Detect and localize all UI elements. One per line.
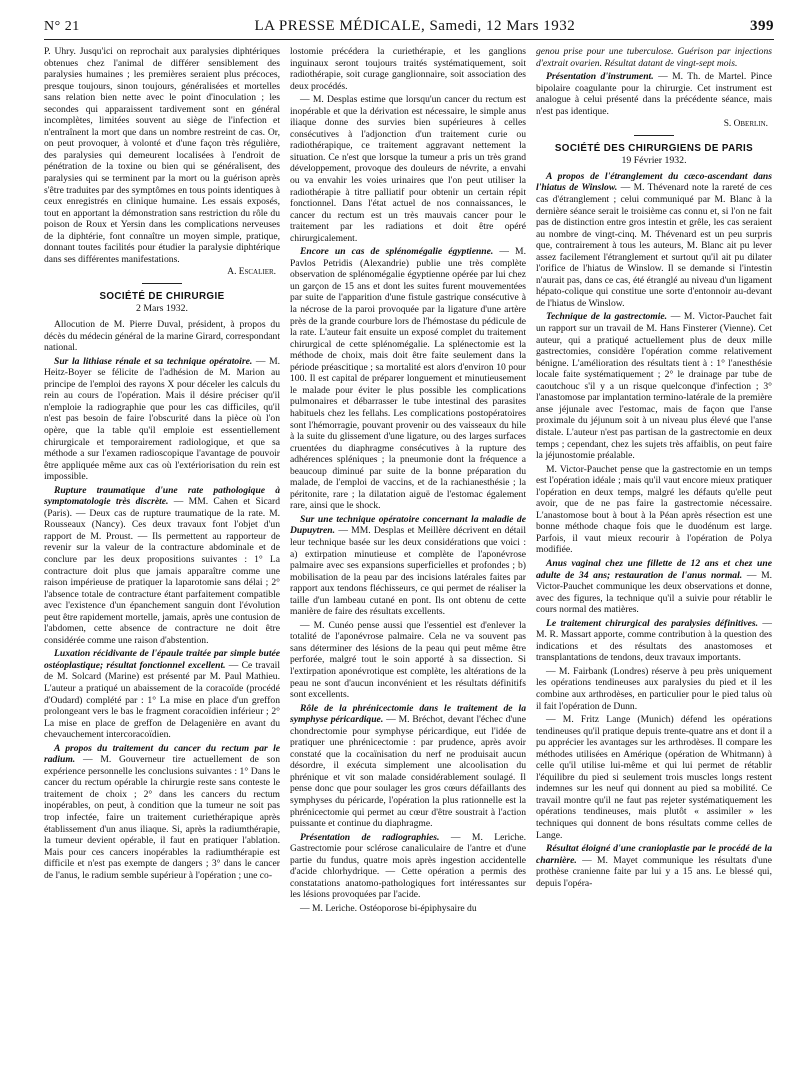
article-body: — M. R. Massart apporte, comme contribution à la question des indications et des résultats des anastomoses et transplantations de tendons, deux travaux importants. xyxy=(536,617,772,664)
article-title: Présentation de radiographies. xyxy=(300,831,440,843)
article-title: Luxation récidivante de l'épaule traitée par simple butée ostéoplastique; résultat fonctionnel excellent. xyxy=(44,648,280,671)
article-body: — MM. Desplas et Meillère décrivent en détail leur technique basée sur les deux considérations que voici : a) extirpation minutieuse et complète de l'aponévrose palmaire avec ses expansions superficielles et profondes ; b) mobilisation de la peau par des incisions latérales faites par rapport aux tendons fléchisseurs, ce qui permet de réaliser la taille d'un lambeau cutané en pont. Ils ont obtenu de cette manière de faire des résultats excellents. xyxy=(290,525,526,618)
article-body: — M. Heitz-Boyer se félicite de l'adhésion de M. Marion au principe de l'emploi des rayons X pour déceler les calculs du rein au cours de l'opération. Mais il désire préciser qu'il n'emploie la radiographie que pour les cas difficiles, qu'il n'est pas besoin de faire l'obscurité dans la pièce où l'on opère, que la table qu'il emploie est essentiellement chirurgicale et temporairement radiologique, et que sa méthode a sur l'examen radioscopique l'avantage de pouvoir être appliquée même aux cas où l'extériorisation du rein est impossible. xyxy=(44,355,281,483)
article xyxy=(536,558,772,616)
article xyxy=(290,832,526,901)
article-title: Sur une technique opératoire concernant la maladie de Dupuytren. xyxy=(290,513,526,537)
paragraph: — M. Leriche. Ostéoporose bi-épiphysaire du xyxy=(300,902,477,914)
paragraph: P. Uhry. Jusqu'ici on reprochait aux paralysies diphtériques obtenues chez l'animal de différer sensiblement des paralysies humaines ; les premières seraient plus précoces, presque toujours, sinon toujours, généralisées et mortelles sans relation bien nette avec le point d'inoculation ; les secondes qui apparaissent tardivement sont en général incomplètes, limitées souvent au siège de l'infection et n'entraînent la mort que dans un nombre restreint de cas. Or, on peut provoquer, à volonté et d'une façon très régulière, des paralysies qui demeurent localisées à l'endroit de pénétration de la toxine ou bien qui se généralisent, des paralysies qui se terminent par la mort ou la guérison après s'être traduites par des symptômes en tous points identiques à ceux enregistrés en clinique humaine. Les essais exposés, tout en apportant la démonstration sans restriction du rôle du poison de Roux et Yersin dans les complications nerveuses de la diphtérie, font connaître un moyen simple, pratique, donnant toutes facilités pour étudier la paralysie diphtérique dans ses différentes manifestations. xyxy=(44,46,280,265)
article xyxy=(44,356,280,483)
article-body: — M. Victor-Pauchet communique les deux observations et donne, avec des figures, la technique qu'il a suivie pour rétablir le cours normal des matières. xyxy=(536,569,773,616)
section-heading: SOCIÉTÉ DES CHIRURGIENS DE PARIS xyxy=(554,142,754,154)
article xyxy=(536,71,772,117)
session-date: 19 Février 1932. xyxy=(621,155,687,167)
paragraph: Allocution de M. Pierre Duval, président, à propos du décès du médecin général de la marine Girard, correspondant national. xyxy=(44,319,280,354)
article-body: — M. Th. de Martel. Pince bipolaire coagulante pour la chirurgie. Cet instrument est analogue à celui présenté dans la précédente séance, mais n'est pas identique. xyxy=(536,71,773,117)
section-heading: SOCIÉTÉ DE CHIRURGIE xyxy=(99,290,225,302)
article-title: Rupture traumatique d'une rate pathologique à symptomatologie très discrète. xyxy=(44,484,280,508)
page-header xyxy=(44,18,774,40)
article-title: Encore un cas de splénomégalie égyptienne. xyxy=(300,246,494,258)
session-date: 2 Mars 1932. xyxy=(136,303,188,315)
article-columns xyxy=(44,46,774,1066)
article-title: Sur la lithiase rénale et sa technique opératoire. xyxy=(54,355,253,367)
paragraph: — M. Cunéo pense aussi que l'essentiel est d'enlever la totalité de l'aponévrose palmaire. Cela ne va souvent pas sans déterminer des lésions de la peau qui peut même être perforée, malgré tout le soin apporté à sa dissection. Si l'extirpation aponévrotique est complète, les altérations de la peau ne sont d'aucun inconvénient et les résultats définitifs sont excellents. xyxy=(290,619,526,701)
column-3 xyxy=(536,46,772,1066)
article-body: — M. Leriche. Gastrectomie pour sclérose canaliculaire de l'antre et d'une partie du fundus, quatre mois après ingestion accidentelle d'acide chlorhydrique. — Cette opération a permis des constatations anatomo-pathologiques fort intéressantes sur les lésions provoquées par l'acide. xyxy=(290,831,526,901)
article-title: Résultat éloigné d'une cranioplastie par le procédé de la charnière. xyxy=(536,843,772,866)
article-body: — M. Gouverneur tire actuellement de son expérience personnelle les conclusions suivantes : 1° Dans le cancer du rectum opérable la chirurgie reste sans conteste le traitement de choix ; 2° dans les cancers du rectum inopérables, on peut, à condition que la tumeur ne soit pas trop infectée, faire un traitement curiethérapique après établissement d'un anus iliaque. Si, après la radiumthérapie, la tumeur devient opérable, il faut en pratiquer l'ablation. Mais pour ces cancers inopérables la radiumthérapie est difficile et n'est pas exempte de dangers ; 3° dans le cancer de l'anus, le radium semble supérieur à l'opération ; une co- xyxy=(44,754,280,881)
article xyxy=(290,246,526,512)
article-body: — M. Mayet communique les résultats d'une prothèse cranienne faite par lui y a 15 ans. Le blessé qui, depuis l'opéra- xyxy=(536,854,772,889)
article-body: — M. Victor-Pauchet fait un rapport sur un travail de M. Hans Finsterer (Vienne). Cet auteur, qui a pratiqué actuellement plus de deux mille gastrectomies, considère l'opération comme relativement bénigne. L'amélioration des résultats tient à : 1° l'anesthésie locale faite systématiquement ; 2° le drainage par tube de caoutchouc s'il y a un risque quelconque d'infection ; 3° l'anastomose par implantation termino-latérale de la première anse jéjunale avec l'estomac, mais de façon que l'anse proximale du jéjunum soit à un niveau plus élevé que l'anse distale. L'auteur n'est pas partisan de la gastrectomie en deux temps ; cependant, chez les sujets très affaiblis, on peut faire la jéjunostomie préalable. xyxy=(536,311,772,462)
journal-title: LA PRESSE MÉDICALE, Samedi, 12 Mars 1932 xyxy=(254,18,576,34)
issue-number: N° 21 xyxy=(44,19,80,34)
article-body: — M. Thévenard note la rareté de ces cas d'étranglement ; celui communiqué par M. Blanc à la dernière séance serait le troisième cas connu et, si l'on ne fait pas de distinction entre gros intestin et grêle, les cas seraient au nombre de vingt-cinq. M. Thévenard est un peu surpris que, contrairement à tous les auteurs, M. Blanc ait pu lever assez facilement l'étranglement et surtout qu'il ait pu dilater l'orifice de l'hiatus de Winslow. Il se demande si l'intestin n'aurait pas, dans ce cas, été étranglé au niveau d'un ligament hépato-colique qui constitue une sorte d'entonnoir au-devant de l'hiatus de Winslow. xyxy=(536,182,773,309)
article-body: — Ce travail de M. Solcard (Marine) est présenté par M. Paul Mathieu. L'auteur a pratiqué un abaissement de la coracoïde (procédé d'Oudard) complété par : 1° La mise en place d'un greffon prolongeant vers le bas le fragment coracoïdien inférieur ; 2° La mise en place de greffon de Delagenière en avant du chevauchement intercoracoïdien. xyxy=(44,659,281,741)
paragraph: — M. Fairbank (Londres) réserve à peu près uniquement les opérations tendineuses aux paralysies du pied et il les combine aux arthrodèses, en particulier pour le pied talus où il fait l'opération de Dunn. xyxy=(536,665,772,712)
article-title: Présentation d'instrument. xyxy=(546,71,654,83)
signature: A. Escalier. xyxy=(227,267,276,278)
article xyxy=(44,743,280,882)
page-number: 399 xyxy=(750,18,774,34)
paragraph: genou prise pour une tuberculose. Guérison par injections d'extrait ovarien. Résultat datant de vingt-sept mois. xyxy=(536,46,772,69)
article-title: A propos du traitement du cancer du rectum par le radium. xyxy=(44,742,280,766)
article xyxy=(290,514,526,618)
article-title: Le traitement chirurgical des paralysies définitives. xyxy=(546,617,758,629)
column-2 xyxy=(290,46,526,1066)
article-title: A propos de l'étranglement du cæco-ascendant dans l'hiatus de Winslow. xyxy=(536,170,772,194)
article-body: — M. Bréchot, devant l'échec d'une chondrectomie pour symphyse péricardique, eut l'idée de pratiquer une phrénicectomie : par prudence, après avoir constaté que la cocaïnisation du nerf ne produisait aucun désordre, il exécuta simplement une alcoolisation du phrénique et vit son malade considérablement soulagé. Il pense donc que pour soulager les gros cœurs défaillants des symphyses du péricarde, l'opération la plus rationnelle est la phrénicectomie qui permet au cœur d'être soustrait à l'action puissante et continue du diaphragme. xyxy=(290,714,526,830)
column-1 xyxy=(44,46,280,1066)
article xyxy=(44,485,280,647)
divider xyxy=(634,135,674,136)
paragraph: lostomie précédera la curiethérapie, et les ganglions inguinaux seront toujours traités systématiquement, soit radiothérapie, soit curage ganglionnaire, soit association des deux procédés. xyxy=(290,46,526,92)
paragraph: — M. Desplas estime que lorsqu'un cancer du rectum est inopérable et que la dérivation est nécessaire, le simple anus iliaque donne des survies bien supérieures à celles consécutives à l'adjonction d'un traitement curie ou radiothérapique, ce traitement aggravant nettement la situation. Ce n'est que lorsque la tumeur a pris un très grand développement, provoque des douleurs de névrite, a envahi ou va envahir les voies urinaires que l'on peut utiliser la radiothérapie à titre palliatif pour obtenir un certain répit fonctionnel. Dans l'état actuel de nos connaissances, le cancer du rectum est un très mauvais cancer pour le traitement par les radiations et doit être opéré chirurgicalement. xyxy=(290,94,526,244)
signature: S. Oberlin. xyxy=(723,119,768,130)
article xyxy=(536,171,772,310)
article xyxy=(536,843,772,889)
paragraph: — M. Fritz Lange (Munich) défend les opérations tendineuses qu'il pratique depuis trente-quatre ans et dont il a pu apprécier les avantages sur les arthrodèses. Il compare les méthodes utilisées en Amérique (opération de Whitmann) à celle qu'il utilise lui-même et qui lui permet de rétablir l'équilibre du pied si seulement trois muscles longs restent indemnes sur les neuf qui donnent au pied sa mobilité. Ce travail montre qu'il ne faut pas rejeter systématiquement les opérations tendineuses, mais plutôt « assimiler » les techniques qui donnent de bons résultats comme celles de Lange. xyxy=(536,714,772,841)
paragraph: M. Victor-Pauchet pense que la gastrectomie en un temps est l'opération idéale ; mais qu'il vaut encore mieux pratiquer l'opération en deux temps, malgré les défauts qu'elle peut avoir, que de ne pas faire la gastrectomie nécessaire. L'anastomose bout à bout à la Péan après résection est une bonne méthode chaque fois que le duodénum est large. Parfois, il vaut mieux recourir à l'opération de Polya modifiée. xyxy=(536,463,772,556)
article-title: Rôle de la phrénicectomie dans le traitement de la symphyse péricardique. xyxy=(290,702,526,726)
article xyxy=(536,311,772,461)
article xyxy=(290,703,526,830)
article-title: Technique de la gastrectomie. xyxy=(546,311,668,323)
article-body: — M. Pavlos Petridis (Alexandrie) publie une très complète observation de splénomégalie égyptienne opérée par lui chez un garçon de 15 ans et dont les suites furent mouvementées par suite de l'apparition d'une fistule gastrique consécutive à la nécrose de la paroi provoquée par la ligature d'une artère près de la grande courbure lors de l'hémostase du pédicule de la rate. L'auteur fait ensuite un exposé complet du traitement chirurgical de cette splénomégalie. La splénectomie est la méthode de choix, mais doit être faite seulement dans la période préascitique ; sa mortalité est alors d'environ 10 pour 100. Il est capital de préparer longuement et minutieusement le malade pour éviter le plus possible les complications pulmonaires et débarrasser le tube intestinal des parasites habituels chez les fellahs. Les complications postopératoires sont l'hémorragie, pouvant provenir ou des vaisseaux du hile à la suite du glissement d'une ligature, ou des larges surfaces cruentées du diaphragme consécutives à la rupture des adhérences spléniques ; la pneumonie dont la fréquence a beaucoup diminué par suite de la bonne préparation du malade, de l'emploi de vaccins, et de la rachianesthésie ; la péritonite, rare ; la dilatation aiguë de l'estomac également rare, ainsi que le shock. xyxy=(290,246,526,512)
article-title: Anus vaginal chez une fillette de 12 ans et chez une adulte de 34 ans; restauration de l'anus normal. xyxy=(536,557,772,581)
divider xyxy=(142,283,182,284)
article xyxy=(44,648,280,740)
article xyxy=(536,618,772,664)
article-body: — MM. Cahen et Sicard (Paris). — Deux cas de rupture traumatique de la rate. M. Rousseaux (Nancy). Ces deux travaux font l'objet d'un rapport de M. Proust. — Ils permettent au rapporteur de revenir sur la valeur de la contracture abdominale et de conclure par les deux propositions suivantes : 1° La contracture doit plus que jamais apparaître comme une raison impérieuse de pratiquer la laparotomie sans délai ; 2° l'absence totale de contracture étant parfaitement compatible avec l'existence d'un épanchement sanguin dont l'évolution peut être rapidement mortelle, jamais, après une contusion de l'abdomen, cette absence de contracture ne doit être considérée comme une raison d'abstention. xyxy=(44,496,281,646)
